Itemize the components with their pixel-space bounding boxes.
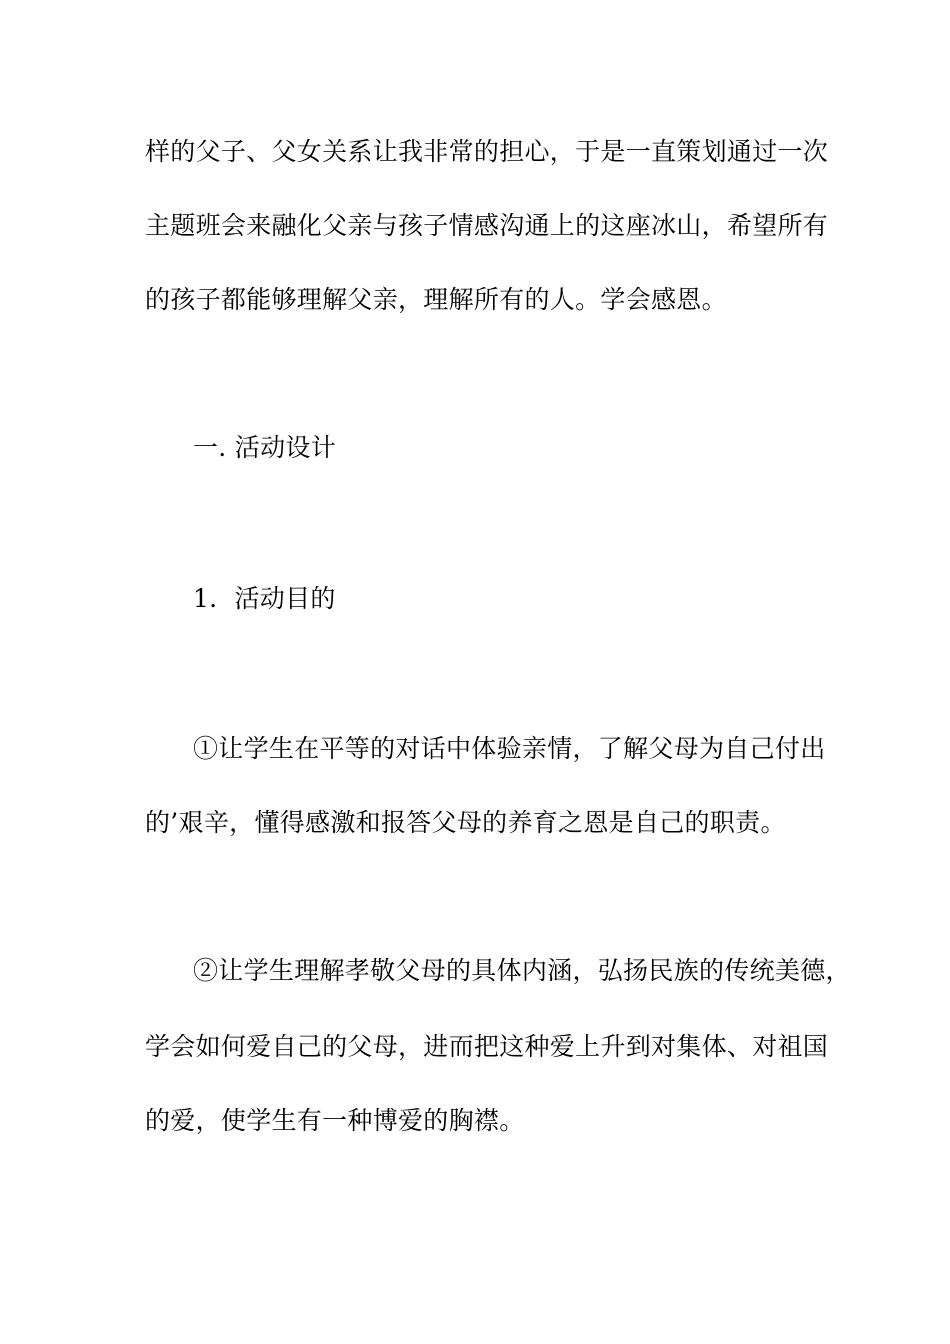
list-item-line: 的’艰辛，懂得感激和报答父母的养育之恩是自己的职责。 bbox=[145, 808, 786, 837]
list-item-line: 学会如何爱自己的父母，进而把这种爱上升到对集体、对祖国 bbox=[145, 1032, 829, 1061]
list-item-line: 的爱，使学生有一种博爱的胸襟。 bbox=[145, 1106, 525, 1135]
section-heading: 一. 活动设计 bbox=[193, 433, 336, 462]
subsection-heading: 1．活动目的 bbox=[193, 584, 336, 613]
paragraph-line: 样的父子、父女关系让我非常的担心，于是一直策划通过一次 bbox=[145, 137, 829, 166]
paragraph-line: 的孩子都能够理解父亲，理解所有的人。学会感恩。 bbox=[145, 285, 727, 314]
paragraph-line: 主题班会来融化父亲与孩子情感沟通上的这座冰山，希望所有 bbox=[145, 211, 829, 240]
list-item-line: ②让学生理解孝敬父母的具体内涵，弘扬民族的传统美德， bbox=[193, 956, 851, 985]
list-item-line: ①让学生在平等的对话中体验亲情，了解父母为自己付出 bbox=[193, 734, 826, 763]
